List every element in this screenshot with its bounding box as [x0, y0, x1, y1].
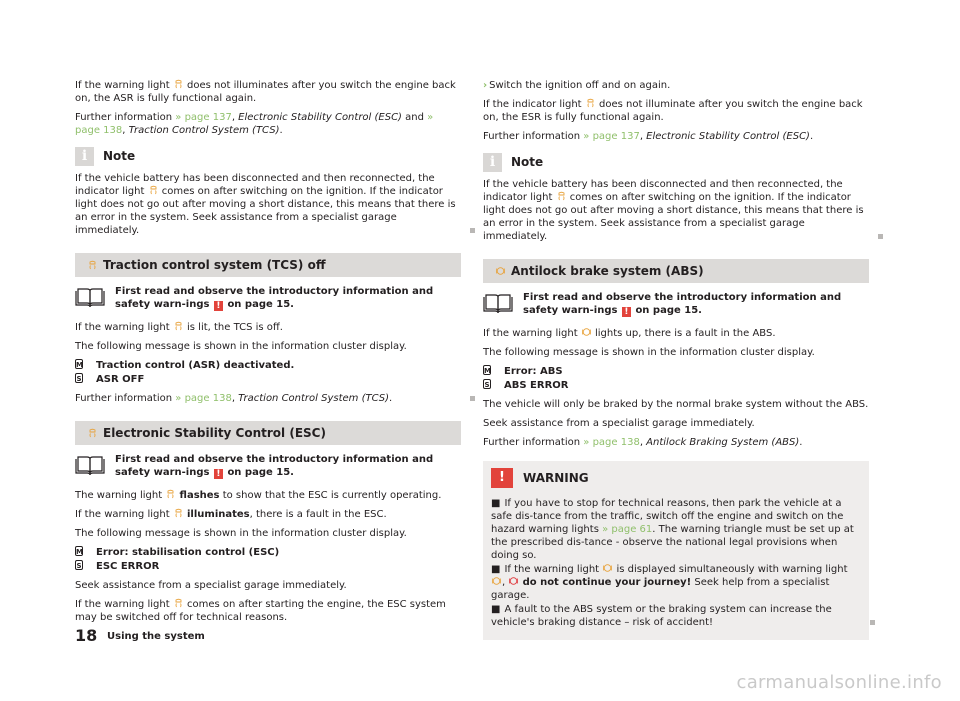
cluster-message-intro: The following message is shown in the information cluster display.: [75, 528, 407, 539]
further-info-paragraph: Further information » page 138, Traction Control System (TCS).: [75, 392, 461, 405]
maxi-dot-icon: M: [76, 548, 83, 556]
esc-icon: [166, 489, 175, 499]
abs-fault-paragraph: If the warning light lights up, there is a fault in the ABS.: [483, 328, 776, 339]
esc-functional-paragraph: If the indicator light does not illuminate after you switch the engine back on, the ESR is fully functional again.: [483, 99, 863, 123]
esc-icon: [88, 428, 97, 438]
first-read-notice: First read and observe the introductory information and safety warn-ings ! on page 15.: [75, 453, 461, 479]
warning-box: [483, 461, 869, 640]
segment-display-icon: S: [76, 562, 82, 570]
first-read-notice: First read and observe the introductory information and safety warn-ings ! on page 15.: [483, 291, 869, 317]
segment-display-icon: S: [484, 381, 490, 389]
page-137-link[interactable]: » page 137: [175, 112, 232, 123]
section-heading-esc: Electronic Stability Control (ESC): [75, 421, 461, 445]
esc-switched-off-paragraph: If the warning light comes on after starting the engine, the ESC system may be switched off for technical reasons.: [75, 599, 446, 623]
step-paragraph: › Switch the ignition off and on again.: [483, 80, 671, 91]
page-61-link[interactable]: » page 61: [602, 524, 653, 535]
warning-item: ■ A fault to the ABS system or the braking system can increase the vehicle's braking distance – risk of accident!: [491, 603, 861, 629]
abs-icon: [496, 266, 505, 276]
page-number: 18: [75, 626, 98, 645]
cluster-messages: M Error: stabilisation control (ESC) S ESC ERROR: [76, 547, 280, 572]
asr-functional-paragraph: If the warning light does not illuminates after you switch the engine back on, the ASR is fully functional again.: [75, 80, 456, 104]
page-138-link[interactable]: » page 138: [75, 112, 434, 136]
abs-icon: [492, 576, 501, 586]
page-section-label: Using the system: [107, 631, 205, 642]
page-138-link[interactable]: » page 138: [583, 437, 640, 448]
page-138-link[interactable]: » page 138: [175, 393, 232, 404]
tcs-off-icon: [174, 321, 183, 331]
cluster-message-intro: The following message is shown in the information cluster display.: [483, 347, 815, 358]
section-heading-abs: Antilock brake system (ABS): [483, 259, 869, 283]
exclamation-icon: !: [214, 469, 223, 479]
segment-display-icon: S: [76, 375, 82, 383]
tcs-off-icon: [88, 260, 97, 270]
right-column: [483, 79, 869, 640]
page-137-link[interactable]: » page 137: [583, 131, 640, 142]
exclamation-icon: !: [622, 307, 631, 317]
note-heading: i Note: [75, 147, 461, 166]
warning-item: ■ If you have to stop for technical reasons, then park the vehicle at a safe dis-tance from the traffic, switch off the engine and switch on the hazard warning lights » page 61. The warning triangle must be set up at the prescribed dis-tance - observe the national legal provisions when doing so.: [491, 498, 854, 561]
end-marker: [878, 234, 883, 239]
abs-icon: [582, 327, 591, 337]
esc-flashes-paragraph: The warning light flashes to show that the ESC is currently operating.: [75, 490, 442, 501]
esc-icon: [557, 191, 566, 201]
maxi-dot-icon: M: [76, 361, 83, 369]
further-info-paragraph: Further information » page 137, Electronic Stability Control (ESC) and » page 138, Traction Control System (TCS).: [75, 112, 434, 136]
warning-icon: !: [491, 468, 513, 488]
end-marker: [870, 620, 875, 625]
cluster-messages: M Traction control (ASR) deactivated. S ASR OFF: [76, 360, 295, 385]
maxi-dot-icon: M: [484, 367, 491, 375]
normal-brake-paragraph: The vehicle will only be braked by the normal brake system without the ABS.: [483, 399, 869, 410]
watermark: carmanualsonline.info: [736, 672, 942, 693]
left-column: [75, 79, 461, 630]
note-text: If the vehicle battery has been disconnected and then reconnected, the indicator light comes on after switching on the ignition. If the indicator light does not go out after moving a short distance, this means that there is an error in the system. Seek assistance from a specialist garage immediately.: [75, 172, 461, 237]
brake-warning-icon: [509, 576, 518, 586]
end-marker: [470, 228, 475, 233]
esc-icon: [586, 98, 595, 108]
skid-warning-icon: [174, 79, 183, 89]
esc-illuminates-paragraph: If the warning light illuminates, there is a fault in the ESC.: [75, 509, 387, 520]
further-info-paragraph: Further information » page 138, Antilock Braking System (ABS).: [483, 437, 803, 448]
warning-heading: ! WARNING: [483, 461, 861, 489]
book-icon: [483, 291, 513, 317]
seek-assistance-paragraph: Seek assistance from a specialist garage immediately.: [483, 418, 755, 429]
note-heading: i Note: [483, 153, 869, 172]
info-icon: i: [75, 147, 94, 166]
exclamation-icon: !: [214, 301, 223, 311]
cluster-message-intro: The following message is shown in the information cluster display.: [75, 341, 407, 352]
info-icon: i: [483, 153, 502, 172]
seek-assistance-paragraph: Seek assistance from a specialist garage immediately.: [75, 580, 347, 591]
esc-icon: [174, 508, 183, 518]
section-heading-tcs: Traction control system (TCS) off: [75, 253, 461, 277]
tcs-status-paragraph: If the warning light is lit, the TCS is off.: [75, 322, 283, 333]
abs-icon: [603, 563, 612, 573]
book-icon: [75, 453, 105, 479]
book-icon: [75, 285, 105, 311]
further-info-paragraph: Further information » page 137, Electronic Stability Control (ESC).: [483, 131, 814, 142]
cluster-messages: M Error: ABS S ABS ERROR: [484, 366, 569, 391]
warning-item: ■ If the warning light is displayed simultaneously with warning light , do not continue your journey! Seek help from a specialist garage.: [491, 564, 848, 601]
skid-warning-icon: [149, 185, 158, 195]
esc-icon: [174, 598, 183, 608]
first-read-notice: First read and observe the introductory information and safety warn-ings ! on page 15.: [75, 285, 461, 311]
end-marker: [470, 396, 475, 401]
chevron-right-icon: ›: [483, 80, 488, 91]
note-text: If the vehicle battery has been disconnected and then reconnected, the indicator light comes on after switching on the ignition. If the indicator light does not go out after moving a short distance, this means that there is an error in the system. Seek assistance from a specialist garage immediately.: [483, 178, 869, 243]
